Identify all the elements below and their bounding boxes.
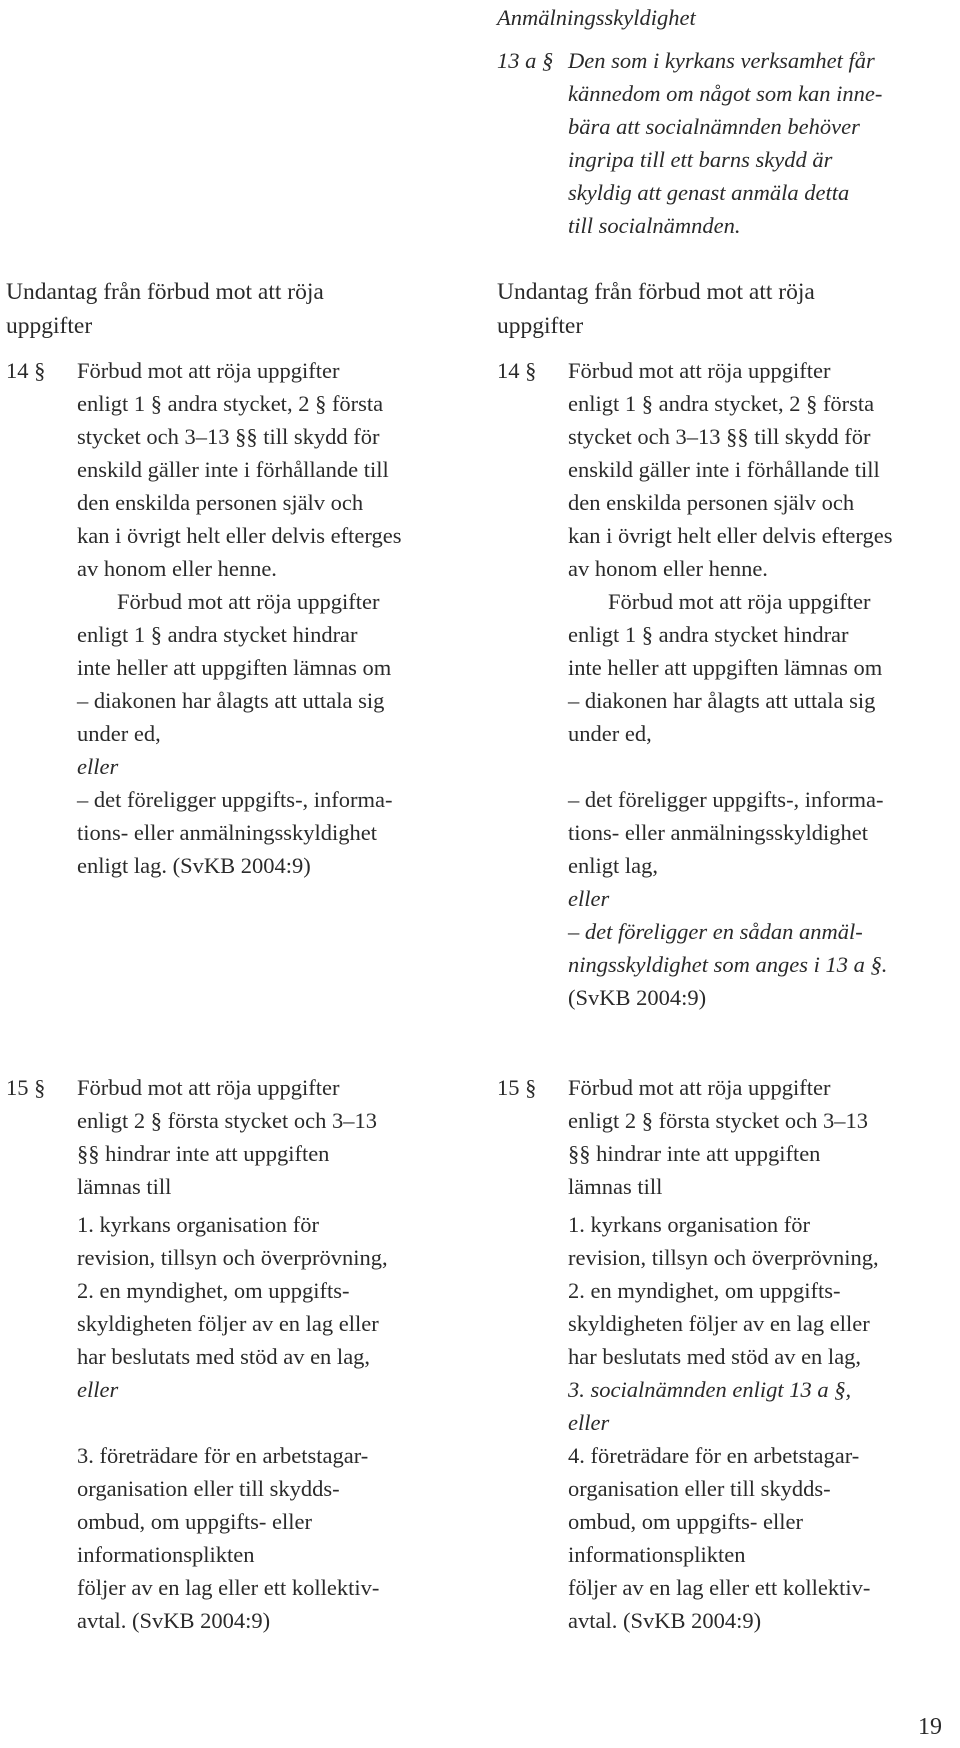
left-s14-line: stycket och 3–13 §§ till skydd för xyxy=(77,424,380,449)
right-s15-line: lämnas till xyxy=(568,1174,663,1199)
right-s14-line: Förbud mot att röja uppgifter xyxy=(608,589,871,614)
left-s14-line: tions- eller anmälningsskyldighet xyxy=(77,820,377,845)
left-section-14-number: 14 § xyxy=(6,358,46,383)
right-heading-line-2: uppgifter xyxy=(497,313,584,339)
right-s14-line: under ed, xyxy=(568,721,652,746)
right-s13a-line: Den som i kyrkans verksamhet får xyxy=(568,48,875,73)
right-s14-line: inte heller att uppgiften lämnas om xyxy=(568,655,883,680)
right-s14-line: kan i övrigt helt eller delvis efterges xyxy=(568,523,893,548)
right-s13a-line: till socialnämnden. xyxy=(568,213,741,238)
right-section-14-number: 14 § xyxy=(497,358,537,383)
right-s15-line: §§ hindrar inte att uppgiften xyxy=(568,1141,821,1166)
left-s15-line: 1. kyrkans organisation för xyxy=(77,1212,320,1237)
left-s15-line: Förbud mot att röja uppgifter xyxy=(77,1075,340,1100)
page-number: 19 xyxy=(918,1714,942,1740)
right-s15-line: följer av en lag eller ett kollektiv- xyxy=(568,1575,871,1600)
left-s14-line: enligt lag. (SvKB 2004:9) xyxy=(77,853,311,878)
left-s14-line: under ed, xyxy=(77,721,161,746)
left-s15-line: revision, tillsyn och överprövning, xyxy=(77,1245,388,1270)
right-s15-line: informationsplikten xyxy=(568,1542,746,1567)
right-s15-line: revision, tillsyn och överprövning, xyxy=(568,1245,879,1270)
right-s14-line: av honom eller henne. xyxy=(568,556,768,581)
right-s14-line: stycket och 3–13 §§ till skydd för xyxy=(568,424,871,449)
left-s14-line: – diakonen har ålagts att uttala sig xyxy=(77,688,385,713)
left-s14-line: av honom eller henne. xyxy=(77,556,277,581)
left-s15-line: avtal. (SvKB 2004:9) xyxy=(77,1608,271,1633)
right-s15-line: 4. företrädare för en arbetstagar- xyxy=(568,1443,860,1468)
left-s15-line: har beslutats med stöd av en lag, xyxy=(77,1344,371,1369)
left-s14-line: – det föreligger uppgifts-, informa- xyxy=(77,787,393,812)
right-s14-reference: (SvKB 2004:9) xyxy=(568,985,707,1010)
left-s15-line: organisation eller till skydds- xyxy=(77,1476,340,1501)
right-s14-line: enligt 1 § andra stycket hindrar xyxy=(568,622,849,647)
right-s14-line: tions- eller anmälningsskyldighet xyxy=(568,820,868,845)
right-s14-line: ningsskyldighet som anges i 13 a §. xyxy=(568,952,888,977)
left-heading-line-2: uppgifter xyxy=(6,313,93,339)
right-s15-line: organisation eller till skydds- xyxy=(568,1476,831,1501)
right-s14-line: – det föreligger en sådan anmäl- xyxy=(568,919,863,944)
right-s13a-line: skyldig att genast anmäla detta xyxy=(568,180,850,205)
left-s15-line: 2. en myndighet, om uppgifts- xyxy=(77,1278,350,1303)
left-s14-line: inte heller att uppgiften lämnas om xyxy=(77,655,392,680)
right-s15-line: Förbud mot att röja uppgifter xyxy=(568,1075,831,1100)
left-heading-line-1: Undantag från förbud mot att röja xyxy=(6,279,324,305)
left-s15-line: enligt 2 § första stycket och 3–13 xyxy=(77,1108,377,1133)
left-s15-line: följer av en lag eller ett kollektiv- xyxy=(77,1575,380,1600)
left-s14-line: enskild gäller inte i förhållande till xyxy=(77,457,389,482)
right-section-15-number: 15 § xyxy=(497,1075,537,1100)
left-s15-line: 3. företrädare för en arbetstagar- xyxy=(77,1443,369,1468)
right-s14-line: enligt lag, xyxy=(568,853,658,878)
right-s13a-line: kännedom om något som kan inne- xyxy=(568,81,883,106)
left-s15-line: informationsplikten xyxy=(77,1542,255,1567)
left-s15-line: skyldigheten följer av en lag eller xyxy=(77,1311,379,1336)
right-s15-line: har beslutats med stöd av en lag, xyxy=(568,1344,862,1369)
left-s14-line: Förbud mot att röja uppgifter xyxy=(117,589,380,614)
left-section-15-number: 15 § xyxy=(6,1075,46,1100)
right-s15-eller: eller xyxy=(568,1410,610,1435)
right-s15-line: skyldigheten följer av en lag eller xyxy=(568,1311,870,1336)
left-s15-line: §§ hindrar inte att uppgiften xyxy=(77,1141,330,1166)
right-s15-item-3: 3. socialnämnden enligt 13 a §, xyxy=(568,1377,852,1402)
right-s15-line: avtal. (SvKB 2004:9) xyxy=(568,1608,762,1633)
right-s14-line: enligt 1 § andra stycket, 2 § första xyxy=(568,391,875,416)
right-section-13a-number: 13 a § xyxy=(497,48,554,73)
left-s14-line: enligt 1 § andra stycket, 2 § första xyxy=(77,391,384,416)
right-s14-line: den enskilda personen själv och xyxy=(568,490,855,515)
left-s14-line: den enskilda personen själv och xyxy=(77,490,364,515)
right-s15-line: 1. kyrkans organisation för xyxy=(568,1212,811,1237)
right-s13a-line: bära att socialnämnden behöver xyxy=(568,114,860,139)
right-top-heading: Anmälningsskyldighet xyxy=(497,5,696,30)
right-s15-line: ombud, om uppgifts- eller xyxy=(568,1509,803,1534)
right-s14-line: Förbud mot att röja uppgifter xyxy=(568,358,831,383)
left-s15-eller: eller xyxy=(77,1377,119,1402)
left-s14-line: enligt 1 § andra stycket hindrar xyxy=(77,622,358,647)
left-s15-line: lämnas till xyxy=(77,1174,172,1199)
right-s14-line: – det föreligger uppgifts-, informa- xyxy=(568,787,884,812)
left-s14-eller: eller xyxy=(77,754,119,779)
right-s14-eller: eller xyxy=(568,886,610,911)
right-heading-line-1: Undantag från förbud mot att röja xyxy=(497,279,815,305)
left-s14-line: Förbud mot att röja uppgifter xyxy=(77,358,340,383)
right-s13a-line: ingripa till ett barns skydd är xyxy=(568,147,833,172)
left-s15-line: ombud, om uppgifts- eller xyxy=(77,1509,312,1534)
right-s14-line: enskild gäller inte i förhållande till xyxy=(568,457,880,482)
right-s15-line: 2. en myndighet, om uppgifts- xyxy=(568,1278,841,1303)
right-s14-line: – diakonen har ålagts att uttala sig xyxy=(568,688,876,713)
right-s15-line: enligt 2 § första stycket och 3–13 xyxy=(568,1108,868,1133)
left-s14-line: kan i övrigt helt eller delvis efterges xyxy=(77,523,402,548)
